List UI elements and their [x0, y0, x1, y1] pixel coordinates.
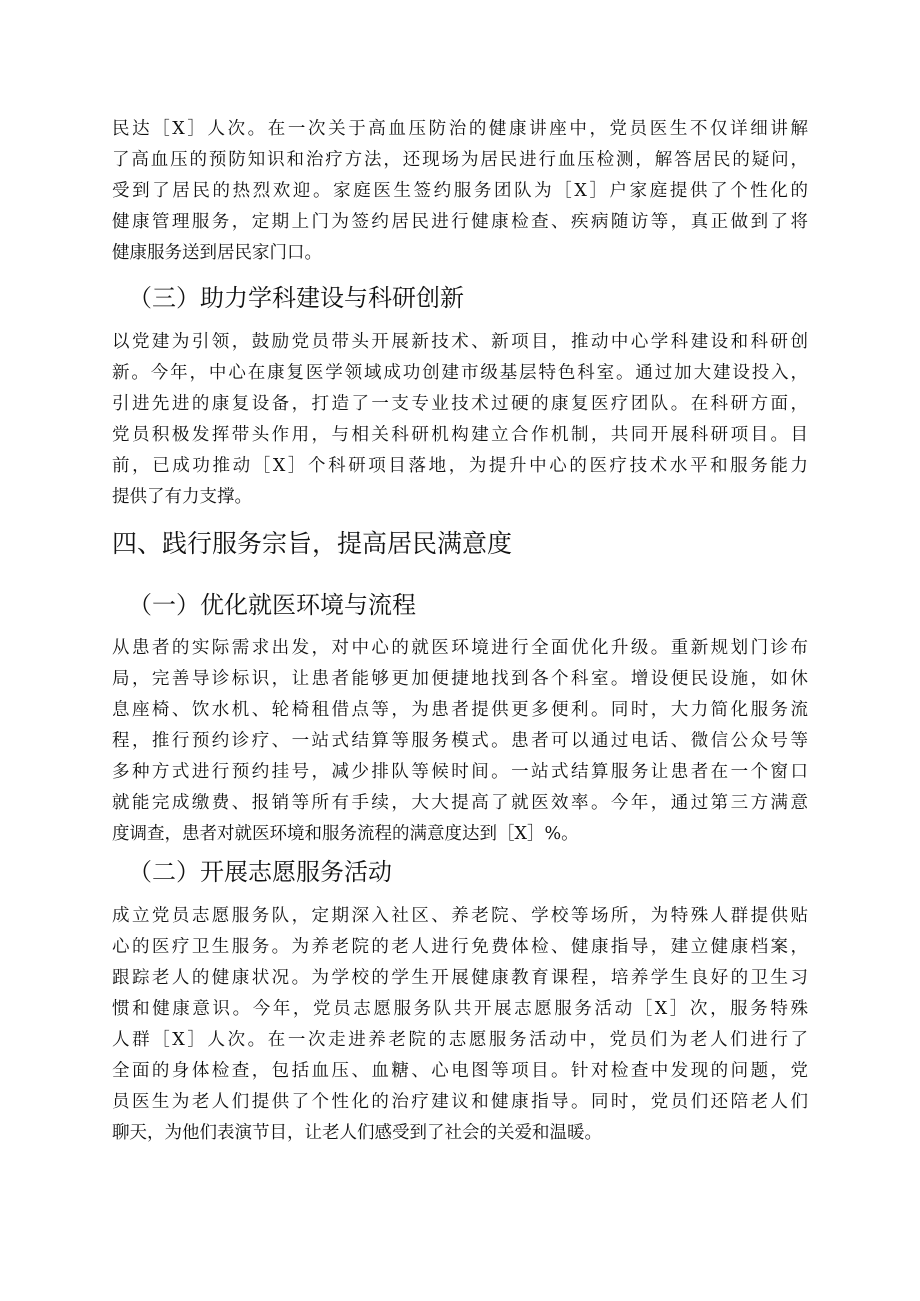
text-line: 民达［X］人次。在一次关于高血压防治的健康讲座中，党员医生不仅详细讲解: [112, 119, 808, 139]
paragraph-3-3: [112, 327, 808, 513]
paragraph-4-1: [112, 633, 808, 850]
text-line: 成立党员志愿服务队，定期深入社区、养老院、学校等场所，为特殊人群提供贴: [112, 906, 808, 926]
paragraph-4-2: [112, 901, 808, 1149]
section-heading-3-3: （三）助力学科建设与科研创新: [128, 284, 464, 312]
text-line: 健康管理服务，定期上门为签约居民进行健康检查、疾病随访等，真正做到了将: [112, 212, 808, 232]
text-line: 从患者的实际需求出发，对中心的就医环境进行全面优化升级。重新规划门诊布: [112, 638, 808, 658]
text-line: 员医生为老人们提供了个性化的治疗建议和健康指导。同时，党员们还陪老人们: [112, 1092, 808, 1112]
text-line: 党员积极发挥带头作用，与相关科研机构建立合作机制，共同开展科研项目。目: [112, 425, 808, 445]
text-line: 心的医疗卫生服务。为养老院的老人进行免费体检、健康指导，建立健康档案，: [112, 937, 808, 957]
text-line: 息座椅、饮水机、轮椅租借点等，为患者提供更多便利。同时，大力简化服务流: [112, 700, 808, 720]
text-line: 提供了有力支撑。: [112, 487, 252, 507]
text-line: 了高血压的预防知识和治疗方法，还现场为居民进行血压检测，解答居民的疑问，: [112, 150, 808, 170]
chapter-heading-4: 四、践行服务宗旨，提高居民满意度: [112, 529, 513, 558]
text-line: 就能完成缴费、报销等所有手续，大大提高了就医效率。今年，通过第三方满意: [112, 793, 808, 813]
text-line: 受到了居民的热烈欢迎。家庭医生签约服务团队为［X］户家庭提供了个性化的: [112, 181, 808, 201]
text-line: 惯和健康意识。今年，党员志愿服务队共开展志愿服务活动［X］次，服务特殊: [112, 999, 808, 1019]
section-heading-4-2: （二）开展志愿服务活动: [128, 858, 392, 886]
text-line: 人群［X］人次。在一次走进养老院的志愿服务活动中，党员们为老人们进行了: [112, 1030, 808, 1050]
text-line: 跟踪老人的健康状况。为学校的学生开展健康教育课程，培养学生良好的卫生习: [112, 968, 808, 988]
text-line: 多种方式进行预约挂号，减少排队等候时间。一站式结算服务让患者在一个窗口: [112, 762, 808, 782]
text-line: 程，推行预约诊疗、一站式结算等服务模式。患者可以通过电话、微信公众号等: [112, 731, 808, 751]
text-line: 以党建为引领，鼓励党员带头开展新技术、新项目，推动中心学科建设和科研创: [112, 332, 808, 352]
text-line: 前，已成功推动［X］个科研项目落地，为提升中心的医疗技术水平和服务能力: [112, 456, 808, 476]
text-line: 局，完善导诊标识，让患者能够更加便捷地找到各个科室。增设便民设施，如休: [112, 669, 808, 689]
text-line: 度调查，患者对就医环境和服务流程的满意度达到［X］%。: [112, 824, 579, 844]
text-line: 引进先进的康复设备，打造了一支专业技术过硬的康复医疗团队。在科研方面，: [112, 394, 808, 414]
text-line: 全面的身体检查，包括血压、血糖、心电图等项目。针对检查中发现的问题，党: [112, 1061, 808, 1081]
paragraph-intro: [112, 114, 808, 269]
text-line: 新。今年，中心在康复医学领域成功创建市级基层特色科室。通过加大建设投入，: [112, 363, 808, 383]
text-line: 健康服务送到居民家门口。: [112, 243, 322, 263]
section-heading-4-1: （一）优化就医环境与流程: [128, 591, 416, 619]
text-line: 聊天，为他们表演节目，让老人们感受到了社会的关爱和温暖。: [112, 1123, 602, 1143]
